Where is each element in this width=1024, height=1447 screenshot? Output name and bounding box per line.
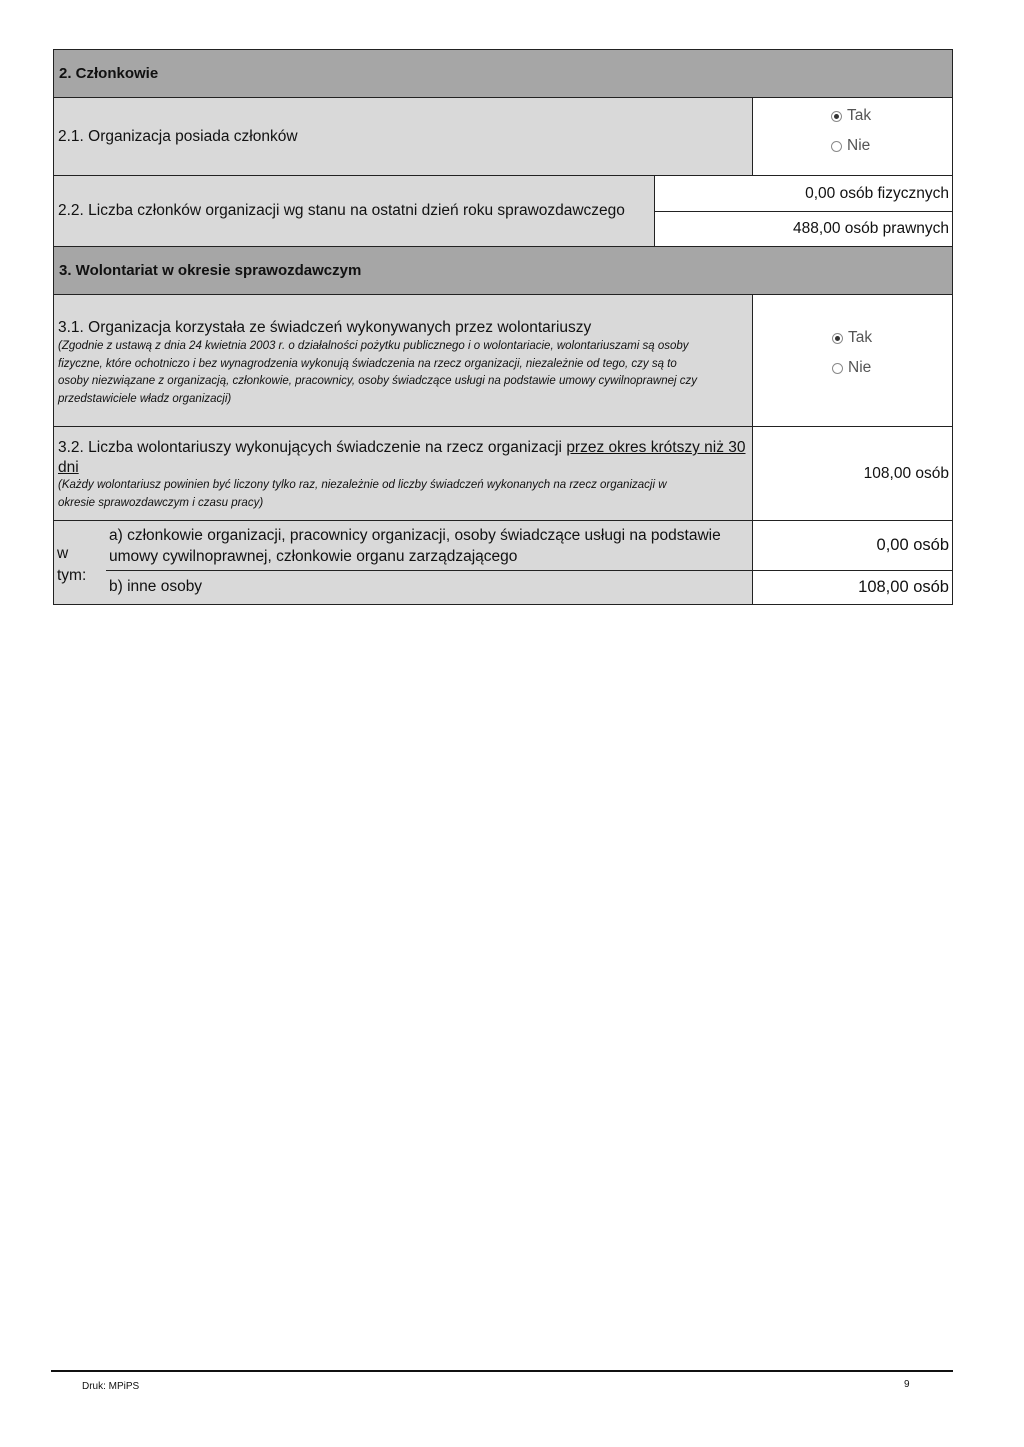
question-2-2-label-cell bbox=[53, 175, 655, 247]
page-number: 9 bbox=[904, 1379, 910, 1390]
footer-rule bbox=[51, 1370, 953, 1372]
question-3-1-note-line: osoby niezwiązane z organizacją, członkowie, pracownicy, osoby świadczące usługi na podstawie umowy cywilnoprawnej czy bbox=[58, 375, 697, 387]
breakdown-a-value: 0,00 osób bbox=[876, 536, 949, 554]
question-3-1-radio-group bbox=[832, 323, 872, 383]
radio-checked-icon[interactable] bbox=[832, 333, 843, 344]
breakdown-prefix-line: tym: bbox=[57, 567, 87, 584]
radio-label-nie: Nie bbox=[848, 359, 872, 376]
question-3-1-note-line: (Zgodnie z ustawą z dnia 24 kwietnia 2003 r. o działalności pożytku publicznego i o wolontariacie, wolontariuszami są osoby bbox=[58, 340, 689, 352]
question-3-1-label: 3.1. Organizacja korzystała ze świadczeń wykonywanych przez wolontariuszy bbox=[58, 319, 592, 336]
question-3-1-label-cell bbox=[53, 294, 753, 427]
radio-option-tak[interactable] bbox=[831, 101, 871, 131]
question-2-1-label-cell bbox=[53, 97, 753, 176]
radio-unchecked-icon[interactable] bbox=[832, 363, 843, 374]
breakdown-a-label bbox=[109, 525, 721, 567]
question-3-1-answer-cell bbox=[752, 294, 953, 427]
breakdown-a-line: a) członkowie organizacji, pracownicy organizacji, osoby świadczące usługi na podstawie bbox=[109, 527, 721, 544]
question-3-1-note-line: przedstawiciele władz organizacji) bbox=[58, 392, 232, 405]
volunteers-short-term-cell bbox=[752, 426, 953, 521]
question-2-1-radio-group bbox=[831, 101, 871, 161]
section-3-title: 3. Wolontariat w okresie sprawozdawczym bbox=[59, 262, 362, 279]
radio-option-nie[interactable] bbox=[831, 131, 870, 161]
question-3-2-note-line: okresie sprawozdawczym i czasu pracy) bbox=[58, 496, 264, 509]
question-3-1-note-line: fizyczne, które ochotniczo i bez wynagrodzenia wykonują świadczenia na rzecz organizacji, niezależnie od tego, czy są to bbox=[58, 357, 677, 370]
question-3-2-label bbox=[58, 437, 752, 458]
question-3-2-label-underlined: przez okres krótszy niż 30 bbox=[566, 439, 746, 456]
question-3-2-label-main: 3.2. Liczba wolontariuszy wykonujących świadczenie na rzecz organizacji bbox=[58, 439, 567, 456]
members-physical-cell bbox=[654, 175, 953, 212]
members-physical-value: 0,00 osób fizycznych bbox=[805, 184, 949, 202]
breakdown-prefix bbox=[57, 543, 86, 587]
breakdown-label-cell bbox=[53, 520, 753, 605]
section-2-header bbox=[53, 49, 953, 98]
members-legal-cell bbox=[654, 211, 953, 247]
breakdown-b-value-cell bbox=[752, 570, 953, 605]
radio-label-tak: Tak bbox=[848, 329, 873, 346]
radio-label-nie: Nie bbox=[847, 137, 871, 154]
radio-unchecked-icon[interactable] bbox=[831, 141, 842, 152]
radio-label-tak: Tak bbox=[847, 107, 872, 124]
question-3-2-note-line: (Każdy wolontariusz powinien być liczony tylko raz, niezależnie od liczby świadczeń wykonanych na rzecz organizacji w bbox=[58, 479, 667, 491]
breakdown-b-label: b) inne osoby bbox=[109, 578, 203, 595]
members-legal-value: 488,00 osób prawnych bbox=[793, 220, 949, 237]
radio-checked-icon[interactable] bbox=[831, 111, 842, 122]
breakdown-b-value: 108,00 osób bbox=[858, 578, 949, 596]
question-3-2-label-underlined-2: dni bbox=[58, 459, 79, 476]
question-2-2-label: 2.2. Liczba członków organizacji wg stanu na ostatni dzień roku sprawozdawczego bbox=[58, 202, 625, 219]
volunteers-short-term-value: 108,00 osób bbox=[863, 464, 949, 482]
breakdown-a-value-cell bbox=[752, 520, 953, 571]
question-2-1-label: 2.1. Organizacja posiada członków bbox=[58, 127, 298, 145]
question-3-2-label-cell bbox=[53, 426, 753, 521]
footer-print-label: Druk: MPiPS bbox=[82, 1381, 140, 1392]
section-3-header bbox=[53, 246, 953, 295]
radio-option-nie[interactable] bbox=[832, 353, 871, 383]
breakdown-prefix-line: w bbox=[57, 545, 69, 562]
question-2-1-answer-cell bbox=[752, 97, 953, 176]
radio-option-tak[interactable] bbox=[832, 323, 872, 353]
section-2-title: 2. Członkowie bbox=[59, 65, 159, 82]
breakdown-a-line: umowy cywilnoprawnej, członkowie organu zarządzającego bbox=[109, 548, 518, 565]
breakdown-divider bbox=[106, 570, 753, 571]
